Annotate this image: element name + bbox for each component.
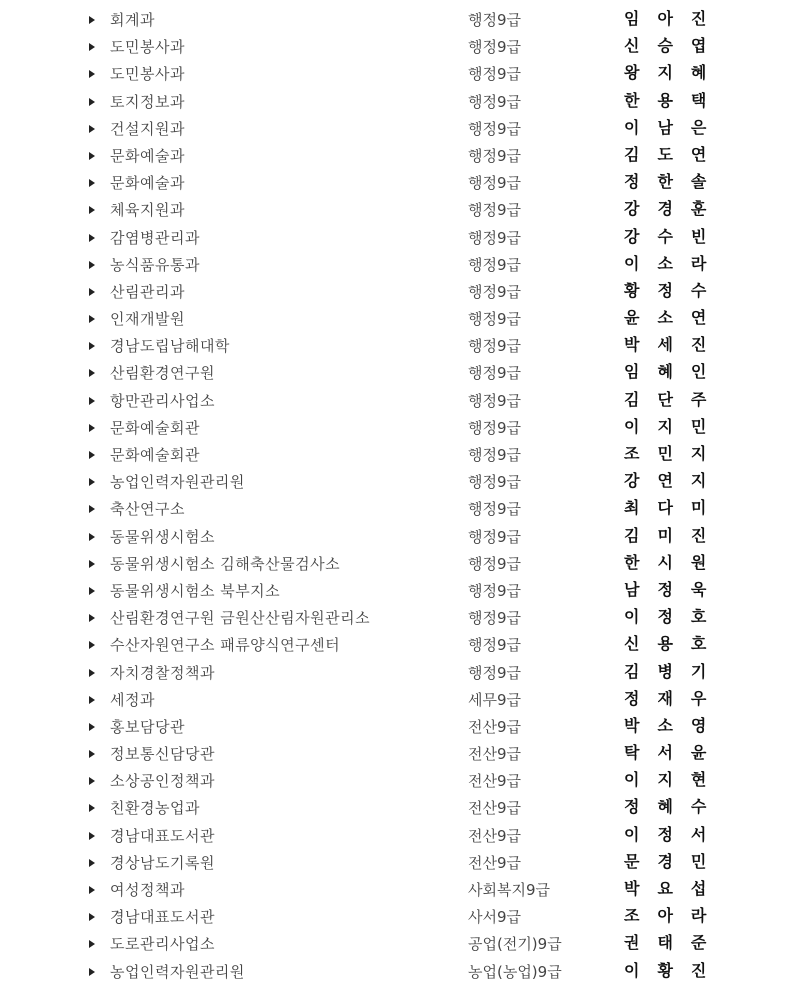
job-grade: 행정9급 bbox=[468, 282, 522, 301]
job-grade: 행정9급 bbox=[468, 554, 522, 573]
person-name: 문경민 bbox=[624, 851, 725, 871]
list-item bbox=[0, 687, 800, 714]
job-grade: 전산9급 bbox=[468, 826, 522, 845]
list-item bbox=[0, 197, 800, 224]
list-item bbox=[0, 360, 800, 387]
list-item bbox=[0, 415, 800, 442]
person-name: 윤소연 bbox=[624, 308, 725, 328]
job-grade: 행정9급 bbox=[468, 581, 522, 600]
job-grade: 행정9급 bbox=[468, 364, 522, 383]
department-name: 자치경찰정책과 bbox=[110, 663, 215, 682]
list-item bbox=[0, 605, 800, 632]
person-name: 정혜수 bbox=[624, 797, 725, 817]
triangle-bullet-icon bbox=[89, 587, 95, 595]
list-item bbox=[0, 768, 800, 795]
triangle-bullet-icon bbox=[89, 424, 95, 432]
person-name: 김미진 bbox=[624, 525, 725, 545]
triangle-bullet-icon bbox=[89, 261, 95, 269]
triangle-bullet-icon bbox=[89, 288, 95, 296]
department-name: 동물위생시험소 김해축산물검사소 bbox=[110, 554, 341, 573]
department-name: 수산자원연구소 패류양식연구센터 bbox=[110, 636, 341, 655]
list-item bbox=[0, 877, 800, 904]
triangle-bullet-icon bbox=[89, 777, 95, 785]
list-item bbox=[0, 496, 800, 523]
department-name: 건설지원과 bbox=[110, 119, 185, 138]
person-name: 최다미 bbox=[624, 498, 725, 518]
person-name: 이정호 bbox=[624, 607, 725, 627]
job-grade: 세무9급 bbox=[468, 690, 522, 709]
triangle-bullet-icon bbox=[89, 152, 95, 160]
department-name: 세정과 bbox=[110, 690, 155, 709]
triangle-bullet-icon bbox=[89, 832, 95, 840]
job-grade: 행정9급 bbox=[468, 446, 522, 464]
person-name: 이황진 bbox=[624, 960, 725, 980]
job-grade: 전산9급 bbox=[468, 799, 522, 818]
person-name: 김도연 bbox=[624, 144, 725, 164]
list-item bbox=[0, 442, 800, 469]
person-name: 박소영 bbox=[624, 715, 725, 735]
list-item bbox=[0, 143, 800, 170]
person-name: 권태준 bbox=[624, 933, 725, 953]
person-name: 정한솔 bbox=[624, 172, 725, 192]
job-grade: 행정9급 bbox=[468, 38, 522, 57]
person-name: 박요섭 bbox=[624, 879, 725, 898]
list-item bbox=[0, 279, 800, 306]
person-name: 임혜인 bbox=[624, 362, 725, 382]
department-name: 여성정책과 bbox=[110, 881, 185, 899]
list-item bbox=[0, 170, 800, 197]
person-name: 신승엽 bbox=[624, 36, 725, 56]
list-item bbox=[0, 524, 800, 551]
department-name: 친환경농업과 bbox=[110, 799, 200, 818]
triangle-bullet-icon bbox=[89, 369, 95, 377]
job-grade: 행정9급 bbox=[468, 174, 522, 193]
triangle-bullet-icon bbox=[89, 98, 95, 106]
triangle-bullet-icon bbox=[89, 804, 95, 812]
job-grade: 행정9급 bbox=[468, 146, 522, 165]
triangle-bullet-icon bbox=[89, 968, 95, 976]
person-name: 임아진 bbox=[624, 9, 725, 28]
person-name: 이지민 bbox=[624, 416, 725, 436]
department-name: 정보통신담당관 bbox=[110, 745, 215, 764]
department-name: 도로관리사업소 bbox=[110, 935, 215, 954]
department-name: 항만관리사업소 bbox=[110, 391, 215, 410]
list-item bbox=[0, 388, 800, 415]
person-name: 박세진 bbox=[624, 335, 725, 355]
list-item bbox=[0, 795, 800, 822]
triangle-bullet-icon bbox=[89, 886, 95, 894]
person-name: 탁서윤 bbox=[624, 743, 725, 763]
department-name: 농업인력자원관리원 bbox=[110, 473, 245, 492]
person-name: 정재우 bbox=[624, 688, 725, 708]
department-name: 회계과 bbox=[110, 11, 155, 29]
department-name: 토지정보과 bbox=[110, 92, 185, 111]
department-name: 문화예술회관 bbox=[110, 446, 200, 464]
list-item bbox=[0, 714, 800, 741]
triangle-bullet-icon bbox=[89, 315, 95, 323]
department-name: 동물위생시험소 bbox=[110, 527, 215, 546]
triangle-bullet-icon bbox=[89, 16, 95, 24]
department-name: 문화예술과 bbox=[110, 146, 185, 165]
list-item bbox=[0, 306, 800, 333]
person-name: 신용호 bbox=[624, 634, 725, 654]
triangle-bullet-icon bbox=[89, 179, 95, 187]
job-grade: 전산9급 bbox=[468, 853, 522, 872]
job-grade: 전산9급 bbox=[468, 745, 522, 764]
list-item bbox=[0, 34, 800, 61]
department-name: 도민봉사과 bbox=[110, 65, 185, 84]
list-item bbox=[0, 660, 800, 687]
job-grade: 행정9급 bbox=[468, 228, 522, 247]
person-name: 이지현 bbox=[624, 770, 725, 790]
job-grade: 행정9급 bbox=[468, 310, 522, 329]
department-name: 경남대표도서관 bbox=[110, 908, 215, 927]
triangle-bullet-icon bbox=[89, 859, 95, 867]
job-grade: 공업(전기)9급 bbox=[468, 935, 562, 954]
job-grade: 행정9급 bbox=[468, 92, 522, 111]
department-name: 산림환경연구원 금원산산림자원관리소 bbox=[110, 609, 371, 628]
job-grade: 전산9급 bbox=[468, 772, 522, 791]
list-item bbox=[0, 116, 800, 143]
department-name: 농업인력자원관리원 bbox=[110, 962, 245, 981]
job-grade: 행정9급 bbox=[468, 337, 522, 356]
job-grade: 사회복지9급 bbox=[468, 881, 550, 899]
person-name: 황정수 bbox=[624, 280, 725, 300]
triangle-bullet-icon bbox=[89, 750, 95, 758]
job-grade: 농업(농업)9급 bbox=[468, 962, 562, 981]
department-name: 체육지원과 bbox=[110, 201, 185, 220]
triangle-bullet-icon bbox=[89, 560, 95, 568]
list-item bbox=[0, 823, 800, 850]
person-name: 한용택 bbox=[624, 90, 725, 110]
triangle-bullet-icon bbox=[89, 342, 95, 350]
person-name: 조아라 bbox=[624, 906, 725, 926]
department-name: 경남도립남해대학 bbox=[110, 337, 230, 356]
triangle-bullet-icon bbox=[89, 234, 95, 242]
triangle-bullet-icon bbox=[89, 723, 95, 731]
job-grade: 전산9급 bbox=[468, 717, 522, 736]
department-name: 농식품유통과 bbox=[110, 255, 200, 274]
person-name: 남정욱 bbox=[624, 579, 725, 599]
person-name: 강경훈 bbox=[624, 199, 725, 219]
person-name: 조민지 bbox=[624, 444, 725, 463]
person-name: 강수빈 bbox=[624, 226, 725, 246]
job-grade: 행정9급 bbox=[468, 636, 522, 655]
department-name: 산림환경연구원 bbox=[110, 364, 215, 383]
department-name: 소상공인정책과 bbox=[110, 772, 215, 791]
list-item bbox=[0, 904, 800, 931]
triangle-bullet-icon bbox=[89, 478, 95, 486]
department-name: 홍보담당관 bbox=[110, 717, 185, 736]
department-name: 경남대표도서관 bbox=[110, 826, 215, 845]
triangle-bullet-icon bbox=[89, 43, 95, 51]
triangle-bullet-icon bbox=[89, 913, 95, 921]
triangle-bullet-icon bbox=[89, 533, 95, 541]
triangle-bullet-icon bbox=[89, 505, 95, 513]
triangle-bullet-icon bbox=[89, 641, 95, 649]
list-item bbox=[0, 741, 800, 768]
list-item bbox=[0, 252, 800, 279]
triangle-bullet-icon bbox=[89, 669, 95, 677]
job-grade: 행정9급 bbox=[468, 201, 522, 220]
triangle-bullet-icon bbox=[89, 397, 95, 405]
job-grade: 행정9급 bbox=[468, 473, 522, 492]
department-name: 감염병관리과 bbox=[110, 228, 200, 247]
job-grade: 행정9급 bbox=[468, 391, 522, 410]
person-name: 강연지 bbox=[624, 471, 725, 491]
person-name: 한시원 bbox=[624, 552, 725, 572]
department-name: 동물위생시험소 북부지소 bbox=[110, 581, 281, 600]
job-grade: 행정9급 bbox=[468, 65, 522, 84]
triangle-bullet-icon bbox=[89, 696, 95, 704]
list-item bbox=[0, 850, 800, 877]
triangle-bullet-icon bbox=[89, 206, 95, 214]
job-grade: 행정9급 bbox=[468, 418, 522, 437]
job-grade: 행정9급 bbox=[468, 11, 522, 29]
list-item bbox=[0, 578, 800, 605]
list-item bbox=[0, 7, 800, 34]
department-name: 도민봉사과 bbox=[110, 38, 185, 57]
triangle-bullet-icon bbox=[89, 125, 95, 133]
person-name: 김단주 bbox=[624, 389, 725, 409]
list-item bbox=[0, 333, 800, 360]
job-grade: 행정9급 bbox=[468, 255, 522, 274]
job-grade: 행정9급 bbox=[468, 663, 522, 682]
department-name: 문화예술과 bbox=[110, 174, 185, 193]
list-item bbox=[0, 632, 800, 659]
list-item bbox=[0, 551, 800, 578]
list-item bbox=[0, 89, 800, 116]
person-name: 왕지혜 bbox=[624, 63, 725, 83]
person-name: 이소라 bbox=[624, 253, 725, 273]
department-name: 축산연구소 bbox=[110, 500, 185, 519]
triangle-bullet-icon bbox=[89, 940, 95, 948]
list-item bbox=[0, 225, 800, 252]
department-name: 산림관리과 bbox=[110, 282, 185, 301]
person-name: 이정서 bbox=[624, 824, 725, 844]
list-item bbox=[0, 931, 800, 958]
list-item bbox=[0, 959, 800, 986]
department-name: 경상남도기록원 bbox=[110, 853, 215, 872]
department-name: 인재개발원 bbox=[110, 310, 185, 329]
department-name: 문화예술회관 bbox=[110, 418, 200, 437]
list-item bbox=[0, 61, 800, 88]
list-item bbox=[0, 469, 800, 496]
triangle-bullet-icon bbox=[89, 451, 95, 459]
person-name: 이남은 bbox=[624, 117, 725, 137]
job-grade: 사서9급 bbox=[468, 908, 522, 927]
job-grade: 행정9급 bbox=[468, 609, 522, 628]
job-grade: 행정9급 bbox=[468, 527, 522, 546]
person-name: 김병기 bbox=[624, 661, 725, 681]
triangle-bullet-icon bbox=[89, 614, 95, 622]
job-grade: 행정9급 bbox=[468, 119, 522, 138]
job-grade: 행정9급 bbox=[468, 500, 522, 519]
triangle-bullet-icon bbox=[89, 70, 95, 78]
